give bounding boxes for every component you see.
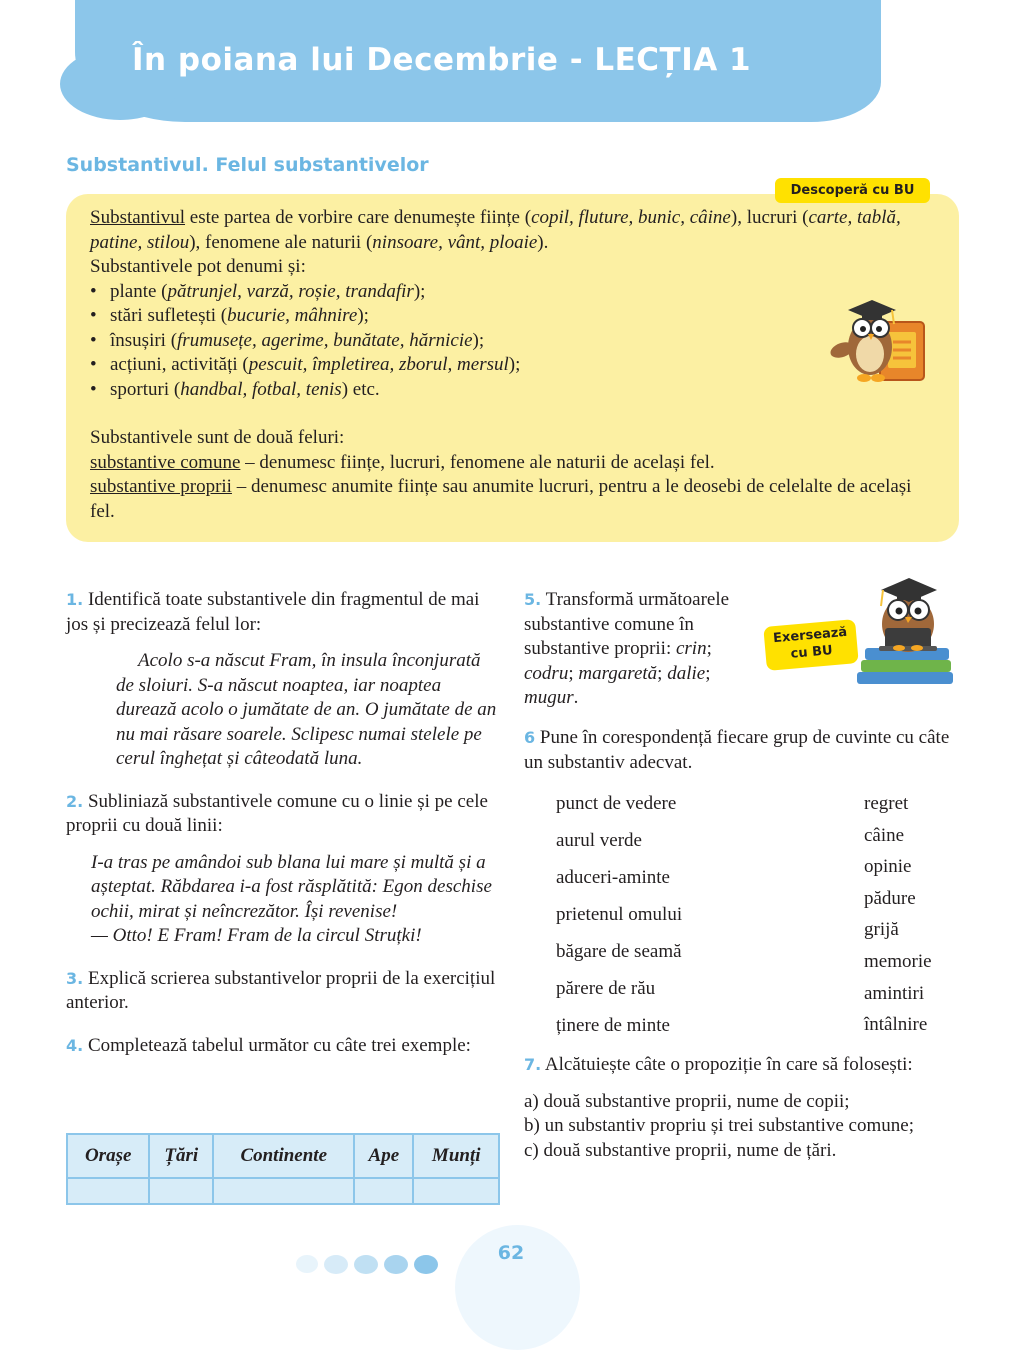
exercise-7: 7. Alcătuiește câte o propoziție în care să folosești: a) două substantive proprii, nume de copii; b) un substantiv propriu și trei substantive comune; c) două substantive proprii, nume de țări. — [524, 1053, 964, 1163]
table-header: Orașe — [67, 1134, 149, 1178]
list-item: • sporturi (handbal, fotbal, tenis) etc. — [90, 378, 920, 403]
exercise-2-dialogue: — Otto! E Fram! Fram de la circul Struțki! — [91, 925, 422, 946]
discover-tag: Descoperă cu BU — [775, 178, 930, 203]
word-group: băgare de seamă — [556, 941, 682, 962]
list-item: • stări sufletești (bucurie, mâhnire); — [90, 304, 920, 329]
noun-option: pădure — [864, 887, 916, 909]
word-group: punct de vedere — [556, 793, 677, 814]
table-answer-cell[interactable] — [354, 1178, 413, 1204]
exercise-4-table — [66, 1133, 500, 1205]
list-item: • însușiri (frumusețe, agerime, bunătate, hărnicie); — [90, 329, 920, 354]
exercise-7-item: b) un substantiv propriu și trei substantive comune; — [524, 1115, 914, 1136]
exercise-6: 6 Pune în corespondență fiecare grup de cuvinte cu câte un substantiv adecvat. — [524, 727, 950, 773]
list-item: • plante (pătrunjel, varză, roșie, trandafir); — [90, 280, 920, 305]
noun-option: amintiri — [864, 982, 925, 1004]
exercise-3: 3. Explică scrierea substantivelor proprii de la exercițiul anterior. — [66, 967, 496, 1013]
noun-option: grijă — [864, 919, 899, 941]
table-header: Ape — [354, 1134, 413, 1178]
word-group: aurul verde — [556, 830, 642, 851]
word-group: prietenul omului — [556, 904, 683, 925]
noun-option: câine — [864, 824, 905, 846]
exercise-1-quote: Acolo s-a născut Fram, în insula înconjurată de sloiuri. S-a născut noaptea, iar noaptea durează acolo o jumătate de an. O jumătate de an nu mai răsare soarele. Sclipesc numai stelele pe cerul înghețat și câteodată luna. — [116, 650, 497, 769]
table-header: Munți — [413, 1134, 499, 1178]
list-item: • acțiuni, activități (pescuit, împletirea, zborul, mersul); — [90, 353, 920, 378]
table-answer-cell[interactable] — [149, 1178, 213, 1204]
section-title: Substantivul. Felul substantivelor — [66, 154, 429, 176]
noun-option: opinie — [864, 856, 912, 878]
noun-option: întâlnire — [864, 1014, 928, 1036]
exercise-7-item: c) două substantive proprii, nume de țări. — [524, 1139, 837, 1161]
lesson-title: În poiana lui Decembrie - LECȚIA 1 — [132, 42, 752, 78]
exercise-7-item: a) două substantive proprii, nume de copii; — [524, 1090, 850, 1112]
table-answer-cell[interactable] — [413, 1178, 499, 1204]
table-header: Țări — [149, 1134, 213, 1178]
table-header: Continente — [213, 1134, 354, 1178]
exercise-2-quote: I-a tras pe amândoi sub blana lui mare și multă și a așteptat. Răbdarea i-a fost răsplătită: Egon deschise ochii, mirat și neîncrezător. Își revenise! — [91, 851, 492, 922]
page-number: 62 — [497, 1242, 525, 1264]
word-group: ținere de minte — [556, 1015, 670, 1036]
table-answer-cell[interactable] — [67, 1178, 149, 1204]
table-answer-cell[interactable] — [213, 1178, 354, 1204]
list-intro: Substantivele pot denumi și: — [90, 256, 306, 277]
theory-list — [90, 280, 920, 403]
left-column — [66, 588, 498, 1058]
noun-option: memorie — [864, 950, 932, 972]
definition: Substantivul este partea de vorbire care denumește ființe (copil, fluture, bunic, câine), lucruri (carte, tablă, patine, stilou), fenomene ale naturii (ninsoare, vânt, ploaie). — [90, 207, 901, 253]
noun-option: regret — [864, 793, 909, 814]
exercise-1: 1. Identifică toate substantivele din fragmentul de mai jos și precizează felul lor: — [66, 589, 480, 635]
word-group: aduceri-aminte — [556, 867, 670, 888]
exercise-6-nouns — [864, 792, 932, 1045]
proper-definition: substantive proprii – denumesc anumite ființe sau anumite lucruri, pentru a le deosebi de celelalte de același fel. — [90, 476, 912, 522]
owl-mascot-book-icon — [828, 292, 928, 384]
practice-tag: Exersează cu BU — [763, 619, 858, 671]
definition-term: Substantivul — [90, 207, 186, 228]
kinds-intro: Substantivele sunt de două feluri: — [90, 427, 345, 448]
common-definition: substantive comune – denumesc ființe, lucruri, fenomene ale naturii de același fel. — [90, 451, 715, 473]
exercise-4: 4. Completează tabelul următor cu câte trei exemple: — [66, 1034, 471, 1056]
exercise-2: 2. Subliniază substantivele comune cu o linie și pe cele proprii cu două linii: — [66, 790, 488, 836]
exercise-5: 5. Transformă următoarele substantive comune în substantive proprii: crin; codru; margaretă; dalie; mugur. — [524, 589, 730, 708]
word-group: părere de rău — [556, 978, 656, 999]
exercise-6-groups — [556, 792, 682, 1051]
theory-text — [90, 206, 920, 524]
owl-mascot-laptop-icon — [853, 572, 958, 687]
